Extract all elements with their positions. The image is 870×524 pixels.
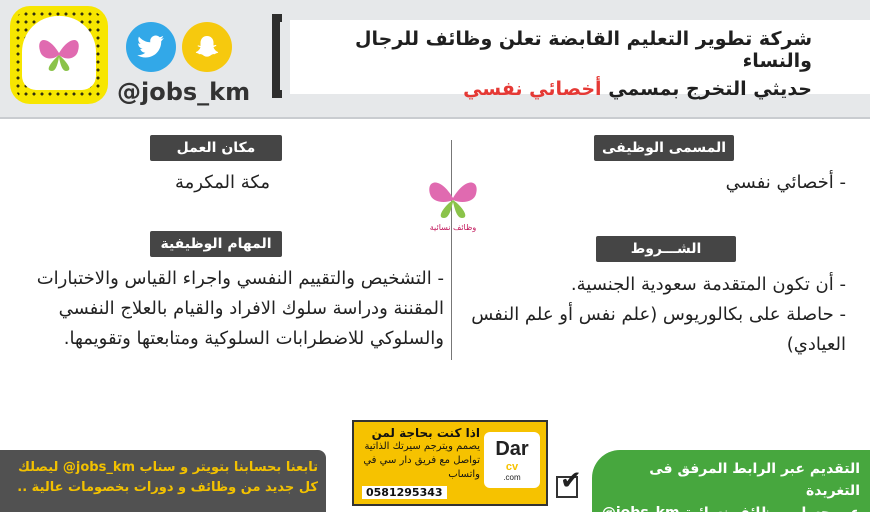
tasks-value: - التشخيص والتقييم النفسي واجراء القياس والاختبارات المقننة ودراسة سلوك الافراد والقيام بالعلاج النفسي والسلوكي للاضطرابات السلوكية ومتابعتها وتقويمها. bbox=[36, 268, 444, 349]
ad-phone[interactable]: 0581295343 bbox=[362, 486, 447, 499]
ad-brand: Dar bbox=[495, 438, 529, 460]
ad-brand-domain: .com bbox=[503, 473, 521, 482]
ghost-outline-icon bbox=[194, 34, 220, 60]
checkmark-icon: ✔ bbox=[560, 466, 582, 496]
ghost-icon bbox=[22, 16, 96, 90]
bird-icon bbox=[137, 35, 165, 59]
ad-line1: اذا كنت بحاجة لمن bbox=[371, 426, 480, 440]
ad-line3: تواصل مع فريق دار سي في bbox=[363, 455, 480, 466]
follow-banner bbox=[0, 450, 326, 512]
account-handle[interactable]: @jobs_km bbox=[117, 78, 251, 106]
ad-line2: يصمم ويترجم سيرتك الذاتية bbox=[364, 441, 480, 452]
womens-jobs-logo bbox=[420, 168, 486, 234]
work-place-value: مكة المكرمة bbox=[174, 172, 270, 193]
ad-brand-suffix: cv bbox=[505, 461, 519, 473]
follow-line2: كل جديد من وظائف و دورات بخصومات عالية .. bbox=[17, 480, 318, 495]
condition-item: - حاصلة على بكالوريوس (علم نفس أو علم النفس العيادي) bbox=[471, 304, 846, 355]
tasks-label: المهام الوظيفية bbox=[150, 231, 282, 257]
headline-highlight: أخصائي نفسي bbox=[463, 78, 602, 100]
headline-line1: شركة تطوير التعليم القابضة تعلن وظائف للرجال والنساء bbox=[355, 28, 812, 72]
job-title-value: - أخصائي نفسي bbox=[725, 172, 846, 193]
apply-banner bbox=[592, 450, 870, 521]
work-place-label: مكان العمل bbox=[150, 135, 282, 161]
snapcode-icon[interactable] bbox=[10, 6, 108, 104]
condition-item: - أن تكون المتقدمة سعودية الجنسية. bbox=[570, 274, 846, 295]
apply-line1: التقديم عبر الرابط المرفق فى التغريدة bbox=[649, 461, 860, 499]
header-divider bbox=[0, 117, 870, 119]
conditions-list bbox=[456, 270, 846, 360]
butterfly-icon bbox=[420, 168, 486, 234]
logo-caption: وظائف نسائية bbox=[429, 223, 477, 232]
darcv-logo bbox=[484, 432, 540, 488]
follow-line1: تابعنا بحسابنا بتويتر و سناب jobs_km@ ليصلك bbox=[17, 460, 318, 475]
title-bracket bbox=[272, 14, 282, 98]
ad-text bbox=[356, 426, 480, 482]
conditions-label: الشـــروط bbox=[596, 236, 736, 262]
twitter-icon[interactable] bbox=[126, 22, 176, 72]
butterfly-logo-icon bbox=[34, 31, 84, 75]
ad-line4: واتساب bbox=[448, 469, 480, 480]
headline-prefix: حديثي التخرج بمسمي bbox=[608, 78, 812, 100]
apply-line2: عبر حساب وظائف نسائية jobs_km@ bbox=[601, 505, 860, 521]
snapchat-icon[interactable] bbox=[182, 22, 232, 72]
darcv-ad[interactable] bbox=[352, 420, 548, 506]
headline-line2 bbox=[290, 78, 812, 100]
job-title-label: المسمى الوظيفى bbox=[594, 135, 734, 161]
headline-box bbox=[290, 20, 870, 100]
